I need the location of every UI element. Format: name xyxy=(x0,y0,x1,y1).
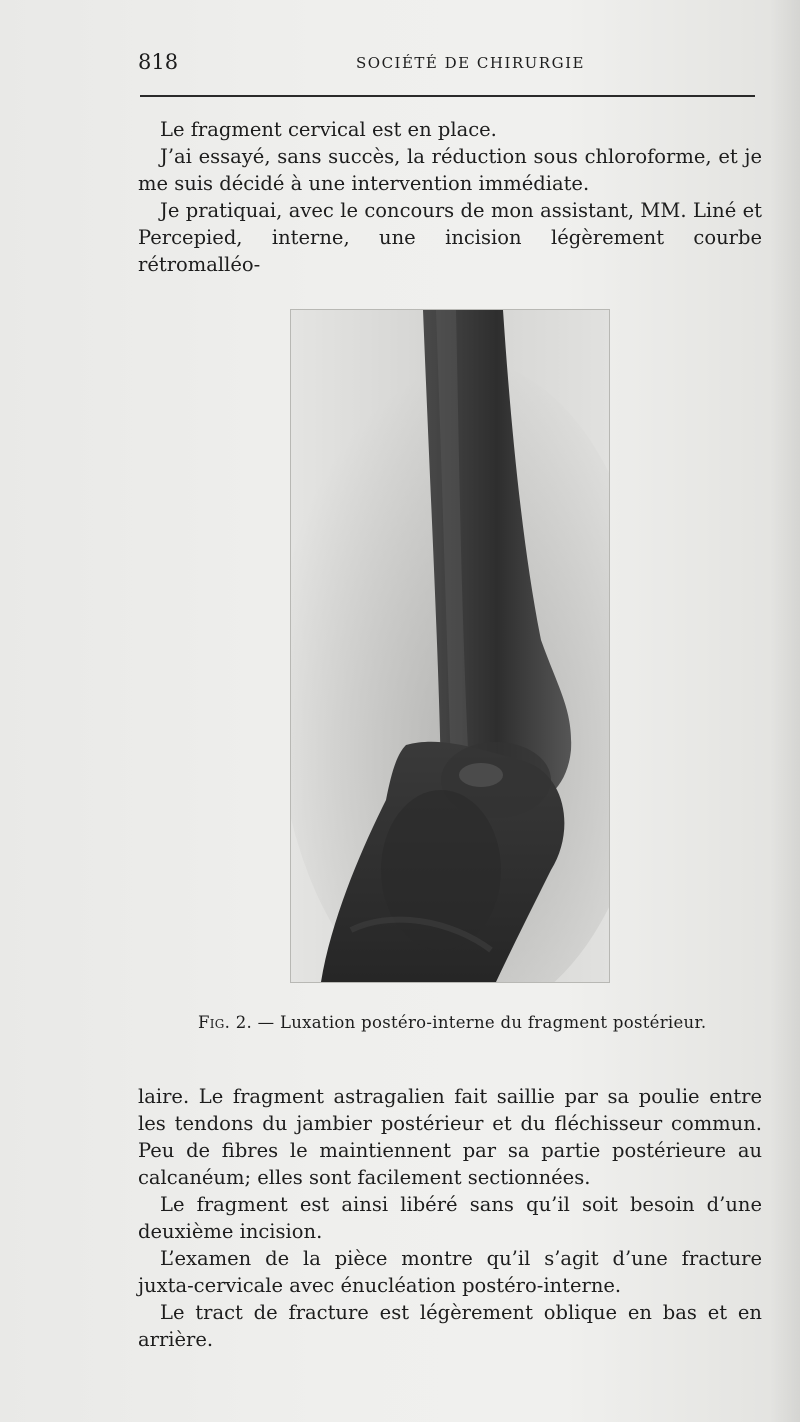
xray-image xyxy=(291,310,609,982)
paragraph: Je pratiquai, avec le concours de mon assistant, MM. Liné et Percepied, interne, une incision légèrement courbe rétromalléo- xyxy=(138,199,762,276)
xray-figure xyxy=(290,309,610,983)
text-block-top xyxy=(138,116,762,278)
page-shadow-edge xyxy=(770,0,800,1422)
paragraph: Le fragment est ainsi libéré sans qu’il soit besoin d’une deuxième incision. xyxy=(138,1193,762,1243)
paragraph: L’examen de la pièce montre qu’il s’agit d’une fracture juxta-cervicale avec énucléation postéro-interne. xyxy=(138,1247,762,1297)
figure-caption xyxy=(198,1013,706,1032)
paragraph: Le tract de fracture est légèrement oblique en bas et en arrière. xyxy=(138,1301,762,1351)
page-number: 818 xyxy=(138,50,179,74)
running-title: SOCIÉTÉ DE CHIRURGIE xyxy=(356,54,585,72)
page-header xyxy=(138,50,758,80)
header-rule xyxy=(140,95,755,97)
paragraph: J’ai essayé, sans succès, la réduction sous chloroforme, et je me suis décidé à une intervention immédiate. xyxy=(138,145,762,195)
paragraph: Le fragment cervical est en place. xyxy=(160,118,497,141)
caption-label: Fig. 2. xyxy=(198,1013,253,1032)
caption-text: — Luxation postéro-interne du fragment postérieur. xyxy=(252,1013,707,1032)
text-block-bottom xyxy=(138,1083,762,1353)
paragraph: laire. Le fragment astragalien fait saillie par sa poulie entre les tendons du jambier postérieur et du fléchisseur commun. Peu de fibres le maintiennent par sa partie postérieure au calcanéum; elles sont facilement sectionnées. xyxy=(138,1085,762,1189)
